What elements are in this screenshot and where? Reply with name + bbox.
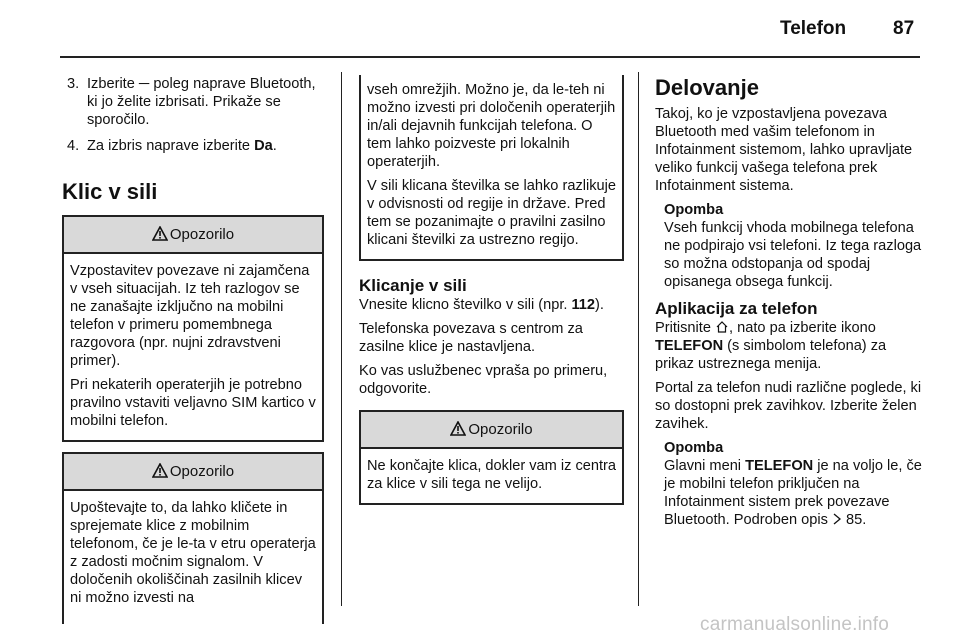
column-divider-left — [341, 72, 342, 606]
warning-paragraph: vseh omrežjih. Možno je, da le-teh ni možno izvesti pri določenih operaterjih in/ali dejavnih funkcijah telefona. O tem lahko poizveste pri lokalnih operaterjih. — [367, 82, 616, 170]
warning-paragraph: Pri nekaterih operaterjih je potrebno pravilno vstaviti veljavno SIM kartico v mobilni telefon. — [70, 377, 316, 429]
list-text: poleg naprave Bluetooth, ki jo želite izbrisati. Prikaže se sporočilo. — [87, 76, 316, 128]
warning-paragraph: Upoštevajte to, da lahko kličete in sprejemate klice z mobilnim telefonom, če je le-ta v etru operaterja z zadosti močnim signalom. V določenih okoliščinah zasilnih klicev ni možno izvesti na — [70, 500, 316, 606]
page-header-title: Telefon — [780, 18, 847, 39]
option-name: Da — [254, 138, 273, 154]
column-middle — [359, 75, 624, 505]
list-text: . — [272, 138, 277, 154]
warning-box-2 — [62, 452, 324, 624]
menu-name: TELEFON — [655, 338, 724, 354]
warning-triangle-icon — [450, 421, 466, 436]
subsection-heading-aplikacija: Aplikacija za telefon — [655, 299, 818, 318]
paragraph: Ko vas uslužbenec vpraša po primeru, odgovorite. — [359, 363, 608, 397]
warning-box-continued — [359, 75, 624, 261]
page-number: 87 — [893, 18, 915, 39]
warning-label: Opozorilo — [169, 226, 235, 243]
warning-triangle-icon — [152, 226, 168, 241]
warning-header — [361, 412, 622, 449]
warning-label: Opozorilo — [169, 463, 235, 480]
paragraph: Takoj, ko je vzpostavljena povezava Bluetooth med vašim telefonom in Infotainment sistemom, lahko upravljate veliko funkcij vašega telefona prek Infotainment sistema. — [655, 106, 913, 194]
page-ref-arrow-icon — [832, 513, 842, 525]
section-heading-delovanje: Delovanje — [655, 75, 759, 100]
note-box-1 — [655, 201, 925, 291]
subsection-heading-klicanje-v-sili: Klicanje v sili — [359, 276, 467, 295]
warning-box-1 — [62, 215, 324, 442]
warning-paragraph: Vzpostavitev povezave ni zajamčena v vseh situacijah. Iz teh razlogov se ne zanašajte izključno na mobilni telefon v primeru pomembnega razgovora (npr. nujni zdravstveni primer). — [70, 263, 310, 369]
section-heading-klic-v-sili: Klic v sili — [62, 179, 158, 204]
paragraph: Portal za telefon nudi različne poglede, ki so dostopni prek zavihkov. Izberite želen zavihek. — [655, 380, 922, 432]
page-reference[interactable]: 85. — [846, 512, 867, 528]
warning-header — [64, 454, 322, 491]
note-title: Opomba — [664, 440, 724, 456]
warning-paragraph: Ne končajte klica, dokler vam iz centra za klice v sili tega ne velijo. — [367, 458, 617, 492]
warning-box-3 — [359, 410, 624, 505]
note-box-2 — [655, 439, 925, 529]
list-text: Izberite — [87, 76, 139, 92]
paragraph: Vnesite klicno številko v sili (npr. 112). — [359, 297, 604, 313]
warning-body — [361, 449, 622, 503]
warning-body — [64, 491, 322, 617]
warning-body — [361, 75, 622, 259]
list-number: 3. — [67, 76, 80, 92]
emergency-number: 112 — [571, 297, 596, 313]
home-icon — [715, 320, 729, 334]
menu-name: TELEFON — [745, 458, 814, 474]
note-text: Glavni meni TELEFON je na voljo le, če je mobilni telefon priključen na Infotainment sistem prek povezave Bluetooth. Podroben opis 85. — [664, 458, 922, 528]
warning-body — [64, 254, 322, 440]
remove-dash-glyph: ─ — [138, 76, 150, 92]
warning-label: Opozorilo — [468, 421, 533, 438]
paragraph: Telefonska povezava s centrom za zasilne klice je nastavljena. — [359, 321, 583, 355]
list-number: 4. — [67, 138, 80, 154]
list-text: Za izbris naprave izberite — [87, 138, 255, 154]
note-title: Opomba — [664, 202, 724, 218]
warning-header — [64, 217, 322, 254]
warning-triangle-icon — [152, 463, 168, 478]
list-item-3 — [62, 75, 324, 129]
column-divider-right — [638, 72, 639, 606]
note-text: Vseh funkcij vhoda mobilnega telefona ne podpirajo vsi telefoni. Iz tega razloga so možna odstopanja od spodaj opisanega obsega funkcij. — [664, 220, 922, 290]
header-divider — [60, 56, 920, 58]
warning-paragraph: V sili klicana številka se lahko razlikuje v odvisnosti od regije in države. Pred tem se pozanimajte o pravilni zasilno klicani številki za ustrezno regijo. — [367, 178, 617, 248]
list-item-4 — [62, 137, 324, 155]
column-left — [62, 75, 324, 624]
paragraph: Pritisnite , nato pa izberite ikono TELEFON (s simbolom telefona) za prikaz ustreznega menija. — [655, 320, 887, 372]
watermark: carmanualsonline.info — [700, 614, 890, 635]
column-right — [655, 75, 925, 537]
